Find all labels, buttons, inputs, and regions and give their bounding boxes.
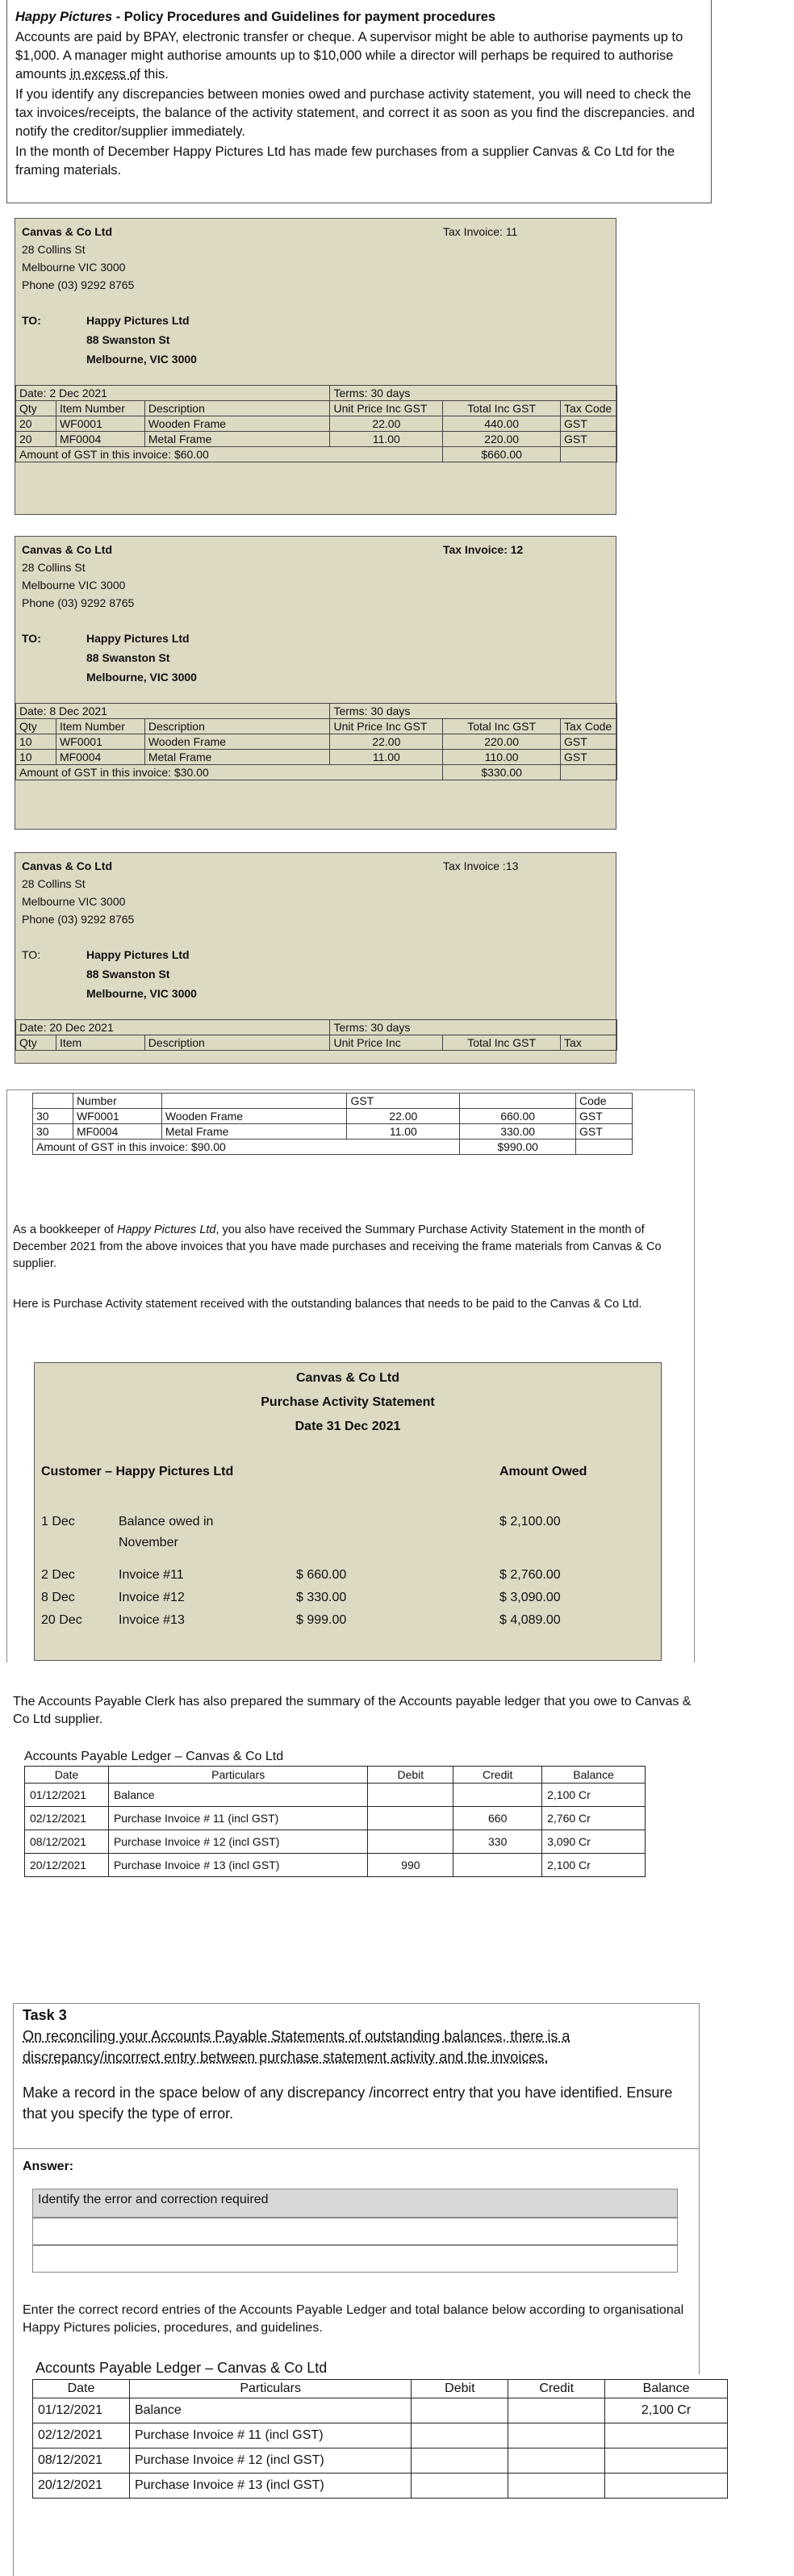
table-row [16,432,617,447]
invoice-table [15,703,617,780]
invoice-table-top [15,1019,617,1051]
table-cell: Date [33,2380,130,2398]
invoice-terms: Terms: 30 days [330,704,617,719]
table-cell [453,1784,542,1807]
table-cell: 30 [33,1109,73,1124]
table-cell: GST [561,416,617,432]
supplier-name: Canvas & Co Ltd [22,543,113,556]
table-cell: Description [144,1035,330,1051]
table-cell: 22.00 [347,1109,460,1124]
task-line-2: Make a record in the space below of any discrepancy /incorrect entry that you have identified. Ensure that you specify the type of error. [23,2085,673,2122]
table-cell: 110.00 [443,750,561,765]
table-cell: 11.00 [330,750,443,765]
table-cell: Wooden Frame [161,1109,347,1124]
table-cell [368,1807,453,1830]
table-cell: Balance [542,1767,646,1784]
ledger-1-title: Accounts Payable Ledger – Canvas & Co Ltd [24,1750,284,1763]
statement-row-date: 2 Dec [41,1568,75,1582]
table-cell: 660 [453,1807,542,1830]
supplier-address-2: Melbourne VIC 3000 [22,579,126,592]
table-cell: GST [576,1109,633,1124]
table-cell: Item [56,1035,144,1051]
table-cell: 220.00 [443,432,561,447]
table-cell: 11.00 [347,1124,460,1140]
table-header-row [25,1767,646,1784]
table-cell: 2,100 Cr [542,1784,646,1807]
statement-customer: Customer – Happy Pictures Ltd [41,1465,234,1478]
table-cell: 08/12/2021 [25,1830,109,1854]
debit-cell[interactable] [412,2474,508,2499]
table-cell: 2,760 Cr [542,1807,646,1830]
customer-name: Happy Pictures Ltd [86,314,190,327]
table-cell [576,1140,633,1155]
table-cell: Unit Price Inc GST [330,401,443,416]
table-cell: Balance [108,1784,367,1807]
supplier-address-1: 28 Collins St [22,243,86,256]
table-row [25,1784,646,1807]
supplier-address-2: Melbourne VIC 3000 [22,895,126,908]
invoice-date: Date: 2 Dec 2021 [16,386,330,401]
table-cell: Purchase Invoice # 12 (incl GST) [108,1830,367,1854]
table-cell: 08/12/2021 [33,2448,130,2474]
table-cell: Tax Code [561,401,617,416]
customer-name: Happy Pictures Ltd [86,632,190,645]
table-cell: 11.00 [330,432,443,447]
table-cell: 22.00 [330,734,443,750]
table-header-row [16,719,617,734]
policy-title: Happy Pictures - Policy Procedures and Guidelines for payment procedures [15,10,496,24]
table-cell: 220.00 [443,734,561,750]
gst-total-row [16,447,617,462]
invoice-date: Date: 20 Dec 2021 [16,1020,330,1035]
table-cell: Total Inc GST [443,1035,561,1051]
table-cell: Purchase Invoice # 13 (incl GST) [129,2474,411,2499]
supplier-name: Canvas & Co Ltd [22,859,113,872]
supplier-address-2: Melbourne VIC 3000 [22,261,126,274]
table-cell: Qty [16,719,56,734]
tax-invoice-12 [15,536,616,830]
tax-invoice-11 [15,218,616,515]
customer-address-2: Melbourne, VIC 3000 [86,987,197,1000]
table-cell: Unit Price Inc GST [330,719,443,734]
page-left-border [6,1089,7,1662]
table-cell: GST [561,734,617,750]
table-cell: Tax [561,1035,617,1051]
table-cell: 20 [16,416,56,432]
task-right-border [699,2003,700,2148]
text-span: As a bookkeeper of [13,1223,117,1236]
tax-invoice-number: Tax Invoice: 12 [443,543,524,556]
to-label: TO: [22,948,41,961]
customer-address-1: 88 Swanston St [86,651,170,664]
table-row [25,1830,646,1854]
table-cell: Debit [412,2380,508,2398]
supplier-phone: Phone (03) 9292 8765 [22,278,135,291]
table-cell: Balance [605,2380,728,2398]
invoice-total: $990.00 [460,1140,576,1155]
table-cell: 10 [16,750,56,765]
table-header-row [33,2380,728,2398]
supplier-phone: Phone (03) 9292 8765 [22,913,135,926]
text-span: this. [140,67,169,82]
table-cell: Credit [508,2380,605,2398]
statement-row-desc: Invoice #12 [119,1591,185,1604]
table-row [33,2423,728,2448]
table-cell: 2,100 Cr [542,1854,646,1877]
table-cell: GST [561,432,617,447]
text-span: On reconciling your Accounts Payable Statements of outstanding balances, there is a discrepancy/incorrect entry between purchase statement activity and the invoices. [23,2028,570,2065]
table-row [33,1109,633,1124]
table-cell: 30 [33,1124,73,1140]
error-answer-input-1[interactable] [32,2218,678,2245]
table-cell: 2,100 Cr [605,2398,728,2423]
table-cell: Total Inc GST [443,719,561,734]
table-cell: GST [576,1124,633,1140]
table-header-row [33,1094,633,1109]
text-span: in excess of [69,67,140,82]
table-cell: Item Number [56,719,144,734]
statement-row-desc: Balance owed in November [119,1515,214,1549]
statement-row-date: 1 Dec [41,1515,75,1528]
page-divider [6,1089,694,1090]
ledger-2-table [32,2379,728,2499]
table-cell: Purchase Invoice # 11 (incl GST) [108,1807,367,1830]
purchase-activity-statement [34,1362,662,1661]
gst-note: Amount of GST in this invoice: $90.00 [33,1140,460,1155]
table-cell: Purchase Invoice # 11 (incl GST) [129,2423,411,2448]
statement-row-owed: $ 3,090.00 [499,1591,561,1604]
statement-row-date: 20 Dec [41,1613,82,1627]
policy-brand: Happy Pictures [15,10,113,24]
balance-cell[interactable] [605,2474,728,2499]
customer-address-2: Melbourne, VIC 3000 [86,353,197,366]
table-cell: Qty [16,401,56,416]
table-cell: 20/12/2021 [33,2474,130,2499]
statement-row-desc: Invoice #13 [119,1613,185,1627]
bookkeeper-paragraph-1 [13,1222,687,1273]
table-cell: 3,090 Cr [542,1830,646,1854]
table-row [25,1807,646,1830]
table-cell: 660.00 [460,1109,576,1124]
error-answer-input-2[interactable] [32,2245,678,2273]
table-cell: 20 [16,432,56,447]
policy-paragraph-1 [15,28,703,84]
policy-paragraph-3: In the month of December Happy Pictures Ltd has made few purchases from a supplier Canvas & Co Ltd for the framing materials. [15,144,675,178]
ap-intro: The Accounts Payable Clerk has also prepared the summary of the Accounts payable ledger that you owe to Canvas & Co Ltd supplier. [13,1695,692,1726]
table-cell: Particulars [108,1767,367,1784]
bookkeeper-paragraph-2: Here is Purchase Activity statement received with the outstanding balances that needs to be paid to the Canvas & Co Ltd. [13,1298,642,1311]
tax-invoice-number: Tax Invoice :13 [443,859,519,872]
text-span: Happy Pictures Ltd [116,1223,216,1236]
table-cell: Purchase Invoice # 13 (incl GST) [108,1854,367,1877]
table-cell: Description [144,719,330,734]
gst-note: Amount of GST in this invoice: $60.00 [16,447,443,462]
gst-total-row [16,765,617,780]
table-cell: 330.00 [460,1124,576,1140]
supplier-phone: Phone (03) 9292 8765 [22,596,135,609]
table-cell: Metal Frame [161,1124,347,1140]
table-cell: WF0001 [56,734,144,750]
table-cell: Total Inc GST [443,401,561,416]
task-line-1 [23,2026,692,2068]
table-cell: Item Number [56,401,144,416]
table-cell: Metal Frame [144,432,330,447]
table-cell: MF0004 [56,750,144,765]
text-span: Accounts are paid by BPAY, electronic transfer or cheque. A supervisor might be able to authorise payments up to $1,000. A manager might authorise amounts up to $10,000 while a director will perhaps be required to authorise amounts [15,30,683,82]
invoice-total: $660.00 [443,447,561,462]
credit-cell[interactable] [508,2474,605,2499]
customer-address-1: 88 Swanston St [86,968,170,981]
gst-note: Amount of GST in this invoice: $30.00 [16,765,443,780]
invoice-table [15,385,617,462]
table-cell: WF0001 [73,1109,161,1124]
statement-date: Date 31 Dec 2021 [295,1420,401,1433]
customer-name: Happy Pictures Ltd [86,948,190,961]
invoice-terms: Terms: 30 days [330,1020,617,1035]
page-right-border [694,1089,695,1662]
table-row [16,734,617,750]
to-label: TO: [22,314,41,327]
ledger-instructions: Enter the correct record entries of the Accounts Payable Ledger and total balance below according to organisational Happy Pictures policies, procedures, and guidelines. [23,2303,684,2335]
supplier-address-1: 28 Collins St [22,561,86,574]
table-cell: Unit Price Inc [330,1035,443,1051]
table-row [33,2448,728,2474]
table-cell: 01/12/2021 [33,2398,130,2423]
table-cell: GST [561,750,617,765]
tax-invoice-13 [15,852,616,1064]
table-header-row [16,1035,617,1051]
customer-address-2: Melbourne, VIC 3000 [86,671,197,684]
table-row [33,2474,728,2499]
table-cell: Particulars [129,2380,411,2398]
table-cell: 22.00 [330,416,443,432]
table-cell: 02/12/2021 [33,2423,130,2448]
table-cell: Credit [453,1767,542,1784]
credit-cell[interactable] [508,2398,605,2423]
table-cell: WF0001 [56,416,144,432]
debit-cell[interactable] [412,2448,508,2474]
table-cell: Balance [129,2398,411,2423]
table-cell: Debit [368,1767,453,1784]
answer-right-border [699,2148,700,2374]
table-header-row [16,401,617,416]
table-cell: Purchase Invoice # 12 (incl GST) [129,2448,411,2474]
table-cell: Wooden Frame [144,734,330,750]
table-row [16,750,617,765]
table-cell: 330 [453,1830,542,1854]
task-title: Task 3 [23,2007,67,2023]
statement-row-amount: $ 660.00 [296,1568,347,1582]
credit-cell[interactable] [508,2423,605,2448]
invoice-total: $330.00 [443,765,561,780]
table-row [25,1854,646,1877]
table-cell: Qty [16,1035,56,1051]
table-cell: MF0004 [56,432,144,447]
table-cell: Wooden Frame [144,416,330,432]
table-cell [368,1784,453,1807]
statement-row-amount: $ 330.00 [296,1591,347,1604]
tax-invoice-number: Tax Invoice: 11 [443,225,518,238]
table-cell: Code [576,1094,633,1109]
statement-row-owed: $ 2,760.00 [499,1568,561,1582]
table-cell [561,765,617,780]
answer-left-border [13,2148,14,2576]
ledger-1-table [24,1766,646,1877]
debit-cell[interactable] [412,2398,508,2423]
invoice-date: Date: 8 Dec 2021 [16,704,330,719]
table-cell [368,1830,453,1854]
table-cell: MF0004 [73,1124,161,1140]
to-label: TO: [22,632,41,645]
balance-cell[interactable] [605,2448,728,2474]
table-cell [561,447,617,462]
statement-row-owed: $ 2,100.00 [499,1515,561,1528]
statement-row-amount: $ 999.00 [296,1613,347,1627]
credit-cell[interactable] [508,2448,605,2474]
table-row [16,416,617,432]
text-span: , you also have received the Summary Purchase Activity Statement in the month of December 2021 from the above invoices that you have made purchases and receiving the frame materials from Canvas & Co supplier. [13,1223,662,1270]
answer-divider [13,2148,699,2149]
table-cell: Metal Frame [144,750,330,765]
answer-label: Answer: [23,2160,74,2173]
supplier-name: Canvas & Co Ltd [22,225,113,238]
table-cell: 02/12/2021 [25,1807,109,1830]
table-cell: 440.00 [443,416,561,432]
invoice-table-bottom [32,1093,633,1155]
error-field-label: Identify the error and correction required [32,2189,678,2218]
table-row [33,1124,633,1140]
table-row [33,2398,728,2423]
table-cell: Tax Code [561,719,617,734]
gst-total-row [33,1140,633,1155]
policy-box [6,0,712,203]
statement-row-owed: $ 4,089.00 [499,1613,561,1627]
ledger-2-title: Accounts Payable Ledger – Canvas & Co Ltd [36,2360,328,2376]
table-cell [33,1094,73,1109]
table-cell [460,1094,576,1109]
task-divider [13,2003,699,2004]
table-cell [161,1094,347,1109]
statement-row-date: 8 Dec [41,1591,75,1604]
customer-address-1: 88 Swanston St [86,333,170,346]
table-cell: Number [73,1094,161,1109]
debit-cell[interactable] [412,2423,508,2448]
table-cell: 990 [368,1854,453,1877]
supplier-address-1: 28 Collins St [22,877,86,890]
table-cell: Description [144,401,330,416]
task-left-border [13,2003,14,2148]
invoice-terms: Terms: 30 days [330,386,617,401]
statement-row-desc: Invoice #11 [119,1568,184,1582]
statement-company: Canvas & Co Ltd [295,1371,399,1385]
amount-owed-label: Amount Owed [499,1465,587,1478]
balance-cell[interactable] [605,2423,728,2448]
table-cell: Date [25,1767,109,1784]
table-cell [453,1854,542,1877]
statement-title: Purchase Activity Statement [261,1395,435,1409]
table-cell: 20/12/2021 [25,1854,109,1877]
table-cell: 10 [16,734,56,750]
policy-paragraph-2: If you identify any discrepancies between monies owed and purchase activity statement, you will need to check the tax invoices/receipts, the balance of the activity statement, and correct it as soon as you find the discrepancies. and notify the creditor/supplier immediately. [15,87,695,139]
table-cell: GST [347,1094,460,1109]
table-cell: 01/12/2021 [25,1784,109,1807]
